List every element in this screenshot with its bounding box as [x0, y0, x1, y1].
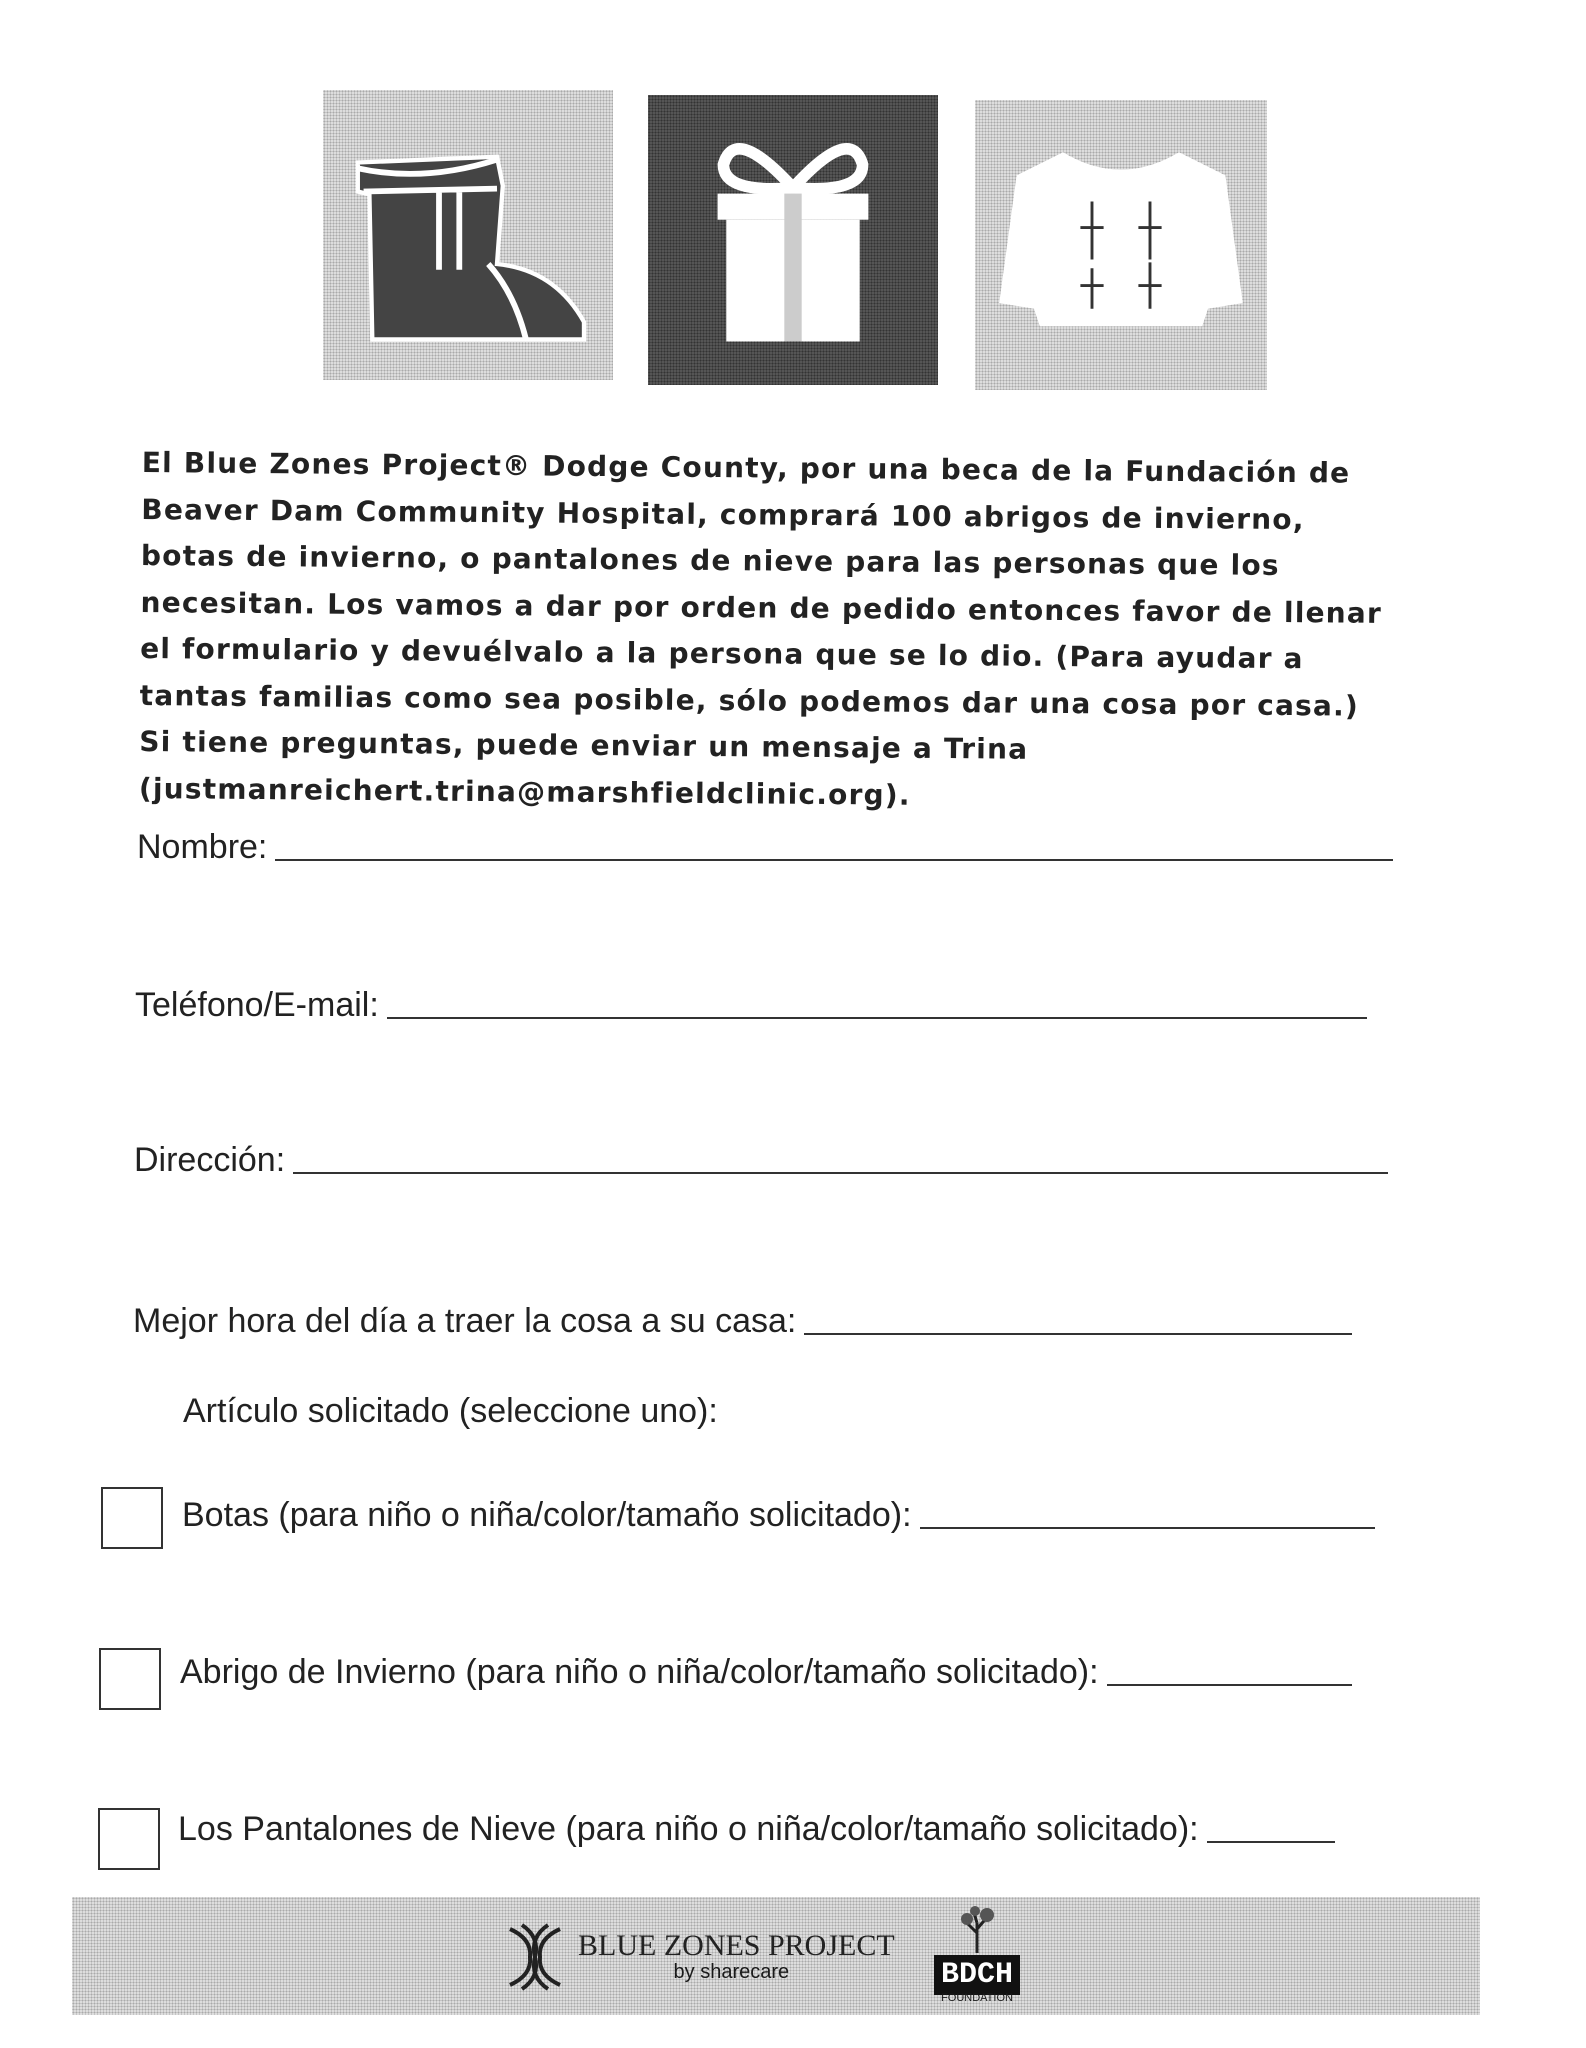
time-label: Mejor hora del día a traer la cosa a su casa: — [133, 1302, 797, 1340]
item-heading — [183, 1392, 718, 1431]
coat-input-line[interactable] — [1107, 1684, 1352, 1686]
intro-line: el formulario y devuélvalo a la persona que se lo dio. (Para ayudar a — [140, 631, 1304, 676]
intro-line: botas de invierno, o pantalones de nieve para las personas que los — [140, 538, 1280, 582]
blue-zones-icon — [502, 1919, 568, 1995]
item-heading-text: Artículo solicitado (seleccione uno): — [183, 1392, 718, 1430]
gift-image-panel — [648, 95, 938, 385]
intro-paragraph — [139, 440, 1442, 823]
boot-image-panel — [323, 90, 613, 380]
intro-line: El Blue Zones Project® Dodge County, por una beca de la Fundación de — [141, 445, 1351, 490]
snowpants-checkbox[interactable] — [98, 1808, 160, 1870]
intro-line: Beaver Dam Community Hospital, comprará 100 abrigos de invierno, — [141, 492, 1305, 536]
blue-zones-name: BLUE ZONES PROJECT — [578, 1928, 895, 1962]
time-input-line[interactable] — [804, 1333, 1352, 1335]
bdch-foundation-logo — [934, 1905, 1020, 2004]
name-label: Nombre: — [137, 828, 268, 866]
snowpants-option — [178, 1810, 1335, 1849]
blue-zones-logo — [502, 1919, 895, 1995]
intro-line: tantas familias como sea posible, sólo podemos dar una cosa por casa.) — [139, 678, 1360, 723]
snowpants-label: Los Pantalones de Nieve (para niño o niña/color/tamaño solicitado): — [178, 1810, 1199, 1848]
intro-line: (justmanreichert.trina@marshfieldclinic.org). — [138, 771, 911, 812]
address-label: Dirección: — [134, 1141, 286, 1179]
name-input-line[interactable] — [275, 859, 1393, 861]
boots-option — [182, 1496, 1375, 1535]
gift-icon — [648, 95, 938, 385]
coat-checkbox[interactable] — [99, 1648, 161, 1710]
tree-icon — [947, 1905, 1007, 1953]
time-field — [133, 1302, 1352, 1341]
phone-input-line[interactable] — [387, 1017, 1367, 1019]
bdch-text: BDCH — [934, 1955, 1020, 1995]
snowpants-input-line[interactable] — [1207, 1841, 1335, 1843]
coat-option — [180, 1653, 1352, 1692]
phone-label: Teléfono/E-mail: — [135, 986, 379, 1024]
footer-logos — [72, 1897, 1480, 2015]
foundation-text: FOUNDATION — [941, 1992, 1013, 2004]
intro-line: necesitan. Los vamos a dar por orden de pedido entonces favor de llenar — [140, 585, 1383, 630]
name-field — [137, 828, 1393, 867]
coat-label: Abrigo de Invierno (para niño o niña/color/tamaño solicitado): — [180, 1653, 1099, 1691]
boots-checkbox[interactable] — [101, 1487, 163, 1549]
address-field — [134, 1141, 1388, 1180]
boots-label: Botas (para niño o niña/color/tamaño solicitado): — [182, 1496, 912, 1534]
boots-input-line[interactable] — [920, 1527, 1375, 1529]
intro-line: Si tiene preguntas, puede enviar un mensaje a Trina — [139, 724, 1029, 766]
phone-field — [135, 986, 1367, 1025]
address-input-line[interactable] — [293, 1172, 1388, 1174]
sharecare-text: by sharecare — [673, 1960, 790, 1983]
sweater-icon — [975, 100, 1267, 390]
sweater-image-panel — [975, 100, 1267, 390]
boot-icon — [323, 90, 613, 380]
